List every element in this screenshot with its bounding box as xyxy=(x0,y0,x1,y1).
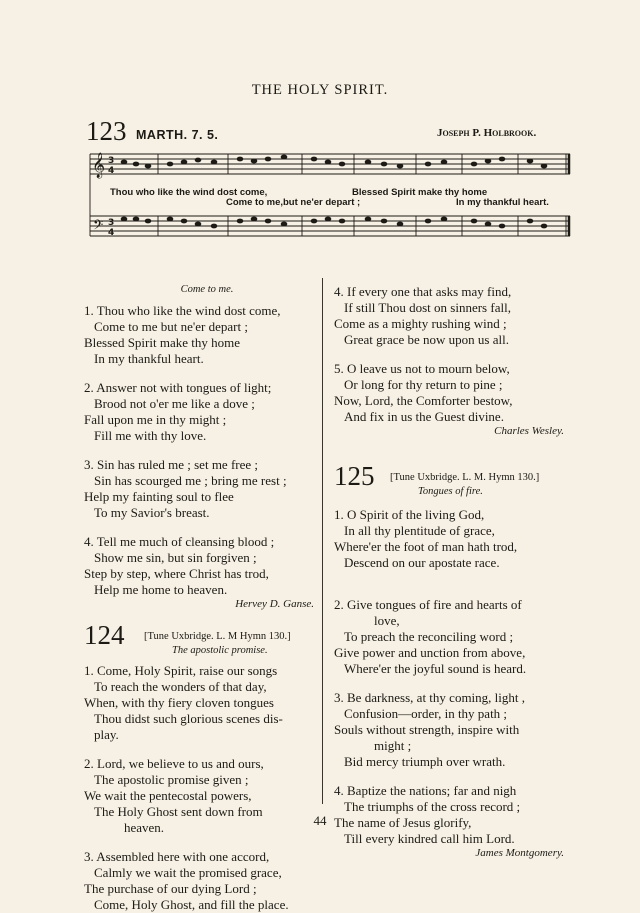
stanza-line: Help my fainting soul to flee xyxy=(84,489,234,504)
hymn-125-number: 125 xyxy=(334,461,375,491)
stanza-line: heaven. xyxy=(124,820,165,835)
hymn-123-stanza-1 xyxy=(84,303,320,367)
hymn-124-subtitle: The apostolic promise. xyxy=(172,645,268,656)
stanza-line: Great grace be now upon us all. xyxy=(344,332,509,347)
svg-text:4: 4 xyxy=(108,228,115,238)
hymn-124-stanza-3 xyxy=(84,849,320,913)
svg-text:3: 3 xyxy=(108,218,115,228)
stanza-line: Bid mercy triumph over wrath. xyxy=(344,754,506,769)
stanza-line: 4. If every one that asks may find, xyxy=(334,284,512,299)
svg-text:3: 3 xyxy=(108,156,115,166)
hymn-125-header xyxy=(334,461,574,502)
hymn-125-tune-ref: [Tune Uxbridge. L. M. Hymn 130.] xyxy=(390,472,540,483)
treble-notes xyxy=(121,155,548,169)
hymn-124-number: 124 xyxy=(84,620,125,650)
stanza-line: Sin has scourged me ; bring me rest ; xyxy=(94,473,287,488)
stanza-line: In all thy plentitude of grace, xyxy=(344,523,495,538)
stanza-line: To reach the wonders of that day, xyxy=(94,679,267,694)
hymn-123-stanza-2 xyxy=(84,380,320,444)
stanza-line: When, with thy fiery cloven tongues xyxy=(84,695,274,710)
svg-text:𝄢: 𝄢 xyxy=(93,217,104,236)
stanza-line: Brood not o'er me like a dove ; xyxy=(94,396,255,411)
svg-text:4: 4 xyxy=(108,166,115,176)
stanza-line: Fall upon me in thy might ; xyxy=(84,412,227,427)
stanza-line: If still Thou dost on sinners fall, xyxy=(344,300,511,315)
stanza-line: In my thankful heart. xyxy=(94,351,204,366)
stanza-line: Step by step, where Christ has trod, xyxy=(84,566,269,581)
hymn-123-number: 123 xyxy=(86,116,127,146)
hymn-123-stanza-3 xyxy=(84,457,320,521)
stanza-line: 3. Be darkness, at thy coming, light , xyxy=(334,690,526,705)
hymn-125-stanza-3 xyxy=(334,690,574,770)
hymn-123-composer: Joseph P. Holbrook. xyxy=(437,127,537,139)
stanza-line: Where'er the foot of man hath trod, xyxy=(334,539,518,554)
stanza-line: Fill me with thy love. xyxy=(94,428,207,443)
stanza-line: Descend on our apostate race. xyxy=(344,555,500,570)
stanza-line: 2. Lord, we believe to us and ours, xyxy=(84,756,264,771)
hymn-125-subtitle: Tongues of fire. xyxy=(418,486,483,497)
stanza-line: 2. Answer not with tongues of light; xyxy=(84,380,272,395)
stanza-line: The Holy Ghost sent down from xyxy=(94,804,263,819)
stanza-line: 5. O leave us not to mourn below, xyxy=(334,361,510,376)
stanza-line: 1. Thou who like the wind dost come, xyxy=(84,303,281,318)
hymn-123-stanza-4 xyxy=(84,534,320,598)
stanza-line: Where'er the joyful sound is heard. xyxy=(344,661,527,676)
stanza-line: might ; xyxy=(374,738,412,753)
hymn-124-stanza-1 xyxy=(84,663,320,743)
stanza-line: Show me sin, but sin forgiven ; xyxy=(94,550,257,565)
stanza-line: And fix in us the Guest divine. xyxy=(344,409,504,424)
lyric-line-4: In my thankful heart. xyxy=(456,197,549,208)
lyric-line-2: Blessed Spirit make thy home xyxy=(352,187,488,198)
stanza-line: Or long for thy return to pine ; xyxy=(344,377,503,392)
stanza-line: We wait the pentecostal powers, xyxy=(84,788,252,803)
hymn-123-stanza-4-cont xyxy=(334,284,574,348)
running-head: THE HOLY SPIRIT. xyxy=(251,82,389,98)
hymn-123-stanza-5-cont xyxy=(334,361,574,425)
stanza-line: Blessed Spirit make thy home xyxy=(84,335,240,350)
stanza-line: 1. Come, Holy Spirit, raise our songs xyxy=(84,663,278,678)
stanza-line: The name of Jesus glorify, xyxy=(334,815,472,830)
stanza-line: Help me home to heaven. xyxy=(94,582,228,597)
stanza-line: The purchase of our dying Lord ; xyxy=(84,881,257,896)
stanza-line: Come as a mighty rushing wind ; xyxy=(334,316,507,331)
stanza-line: love, xyxy=(374,613,400,628)
stanza-line: Come to me but ne'er depart ; xyxy=(94,319,248,334)
treble-staff xyxy=(90,154,570,174)
stanza-line: play. xyxy=(94,727,119,742)
bass-notes xyxy=(121,217,548,229)
svg-text:𝄞: 𝄞 xyxy=(92,153,106,178)
stanza-line: Confusion—order, in thy path ; xyxy=(344,706,508,721)
hymn-123-author-cont: Charles Wesley. xyxy=(494,425,564,437)
stanza-line: 3. Assembled here with one accord, xyxy=(84,849,270,864)
stanza-line: Thou didst such glorious scenes dis- xyxy=(94,711,283,726)
stanza-line: The apostolic promise given ; xyxy=(94,772,249,787)
hymn-123-subtitle: Come to me. xyxy=(180,284,234,295)
hymn-125-author: James Montgomery. xyxy=(475,847,564,859)
stanza-line: Souls without strength, inspire with xyxy=(334,722,520,737)
lyric-line-1: Thou who like the wind dost come, xyxy=(110,187,268,198)
hymn-125-stanza-2 xyxy=(334,597,574,677)
hymn-123-tune: MARTH. 7. 5. xyxy=(136,128,219,142)
stanza-line: 2. Give tongues of fire and hearts of xyxy=(334,597,522,612)
stanza-line: 3. Sin has ruled me ; set me free ; xyxy=(84,457,259,472)
stanza-line: Now, Lord, the Comforter bestow, xyxy=(334,393,513,408)
stanza-line: Give power and unction from above, xyxy=(334,645,526,660)
stanza-line: Calmly we wait the promised grace, xyxy=(94,865,282,880)
stanza-line: 1. O Spirit of the living God, xyxy=(334,507,485,522)
column-divider xyxy=(322,278,323,804)
stanza-line: Come, Holy Ghost, and fill the place. xyxy=(94,897,289,912)
stanza-line: 4. Baptize the nations; far and nigh xyxy=(334,783,517,798)
stanza-line: The triumphs of the cross record ; xyxy=(344,799,521,814)
hymn-124-header xyxy=(84,620,320,661)
hymn-124-tune-ref: [Tune Uxbridge. L. M Hymn 130.] xyxy=(144,631,291,642)
stanza-line: To my Savior's breast. xyxy=(94,505,210,520)
stanza-line: Till every kindred call him Lord. xyxy=(344,831,515,846)
stanza-line: 4. Tell me much of cleansing blood ; xyxy=(84,534,275,549)
page-number: 44 xyxy=(313,813,327,828)
hymn-125-stanza-1 xyxy=(334,507,574,571)
stanza-line: To preach the reconciling word ; xyxy=(344,629,514,644)
right-column xyxy=(334,284,574,860)
hymn-123-author: Hervey D. Ganse. xyxy=(235,598,314,610)
lyric-line-3: Come to me,but ne'er depart ; xyxy=(226,197,361,208)
